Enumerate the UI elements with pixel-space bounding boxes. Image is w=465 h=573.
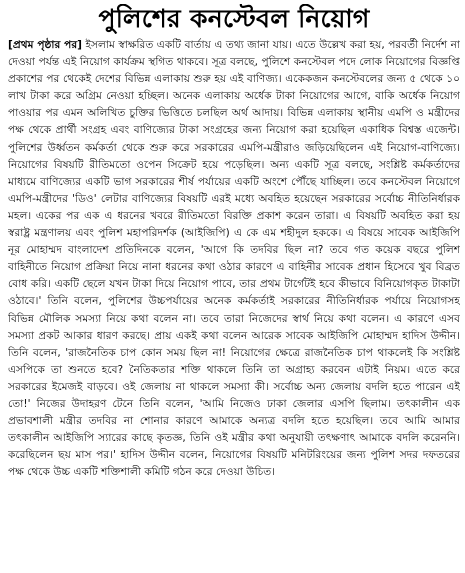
article-text: ইসলাম স্বাক্ষরিত একটি বার্তায় এ তথ্য জানা যায়। এতে উল্লেখ করা হয়, পরবর্তী নির্দেশ না দেওয়া পর্যন্ত এই নিয়োগ কার্যক্রম স্থগিত থাকবে। সূত্র বলছে, পুলিশে কনস্টেবল পদে লোক নিয়োগের বিজ্ঞপ্তি প্রকাশের পর থেকেই দেশের বিভিন্ন এলাকায় শুরু হয় এই বাণিজ্য। একেকজন কনস্টেবলের জন্য ৫ থেকে ১০ লাখ টাকা করে অগ্রিম নেওয়া হচ্ছিল। অনেক এলাকায় অর্ধেক টাকা নিয়োগের আগে, বাকি অর্ধেক নিয়োগ পাওয়ার পর এমন অলিখিত চুক্তির ভিত্তিতে চলছিল অর্থ আদায়। বিভিন্ন এলাকায় স্থানীয় এমপি ও মন্ত্রীদের পক্ষ থেকে প্রার্থী সংগ্রহ এবং বাণিজ্যের টাকা সংগ্রহের জন্য নিয়োগ করা হয়েছিল একাধিক বিশ্বস্ত এজেন্ট। পুলিশের উর্ধ্বতন কর্মকর্তা থেকে শুরু করে সরকারের এমপি-মন্ত্রীরাও জড়িয়েছিলেন এই নিয়োগ-বাণিজ্যে। নিয়োগের বিষয়টি রীতিমতো ওপেন সিক্রেট হয়ে পড়েছিল। অন্য একটি সূত্র বলছে, সংশ্লিষ্ট কর্মকর্তাদের মাধ্যমে বাণিজ্যের একটি ভাগ সরকারের শীর্ষ পর্যায়ের একটি অংশে পৌঁছে যাচ্ছিল। তবে কনস্টেবল নিয়োগে এমপি-মন্ত্রীদের 'ডিও' লেটার বাণিজ্যের বিষয়টি এরই মধ্যে অবহিত হয়েছেন সরকারের সর্বোচ্চ নীতিনির্ধারক মহল। একের পর এক এ ধরনের খবরে রীতিমতো বিরক্তি প্রকাশ করেন তারা। এ বিষয়টি অবহিত করা হয় স্বরাষ্ট্র মন্ত্রণালয় এবং পুলিশ মহাপরিদর্শক (আইজিপি) এ কে এম শহীদুল হককে। এ বিষয়ে সাবেক আইজিপি নূর মোহাম্মদ বাংলাদেশ প্রতিদিনকে বলেন, 'আগে কি তদবির ছিল না? তবে গত কয়েক বছরে পুলিশ বাহিনীতে নিয়োগ প্রক্রিয়া নিয়ে নানা ধরনের কথা ওঠার কারণে এ বাহিনীর সাবেক প্রধান হিসেবে খুব বিব্রত বোধ করি। একটি ছেলে যখন টাকা দিয়ে নিয়োগ পাবে, তার প্রথম টার্গেটই হবে কীভাবে বিনিয়োগকৃত টাকাটা ওঠাবে।' তিনি বলেন, পুলিশের উচ্চপর্যায়ের অনেক কর্মকর্তাই সরকারের নীতিনির্ধারক পর্যায়ে নিয়োগসহ বিভিন্ন মৌলিক সমস্যা নিয়ে কথা বলেন না। তবে তারা নিজেদের স্বার্থ নিয়ে কথা বলেন। এ কারণে এসব সমস্যা প্রকট আকার ধারণ করছে। প্রায় একই কথা বলেন আরেক সাবেক আইজিপি মোহাম্মদ হাদিস উদ্দীন। তিনি বলেন, 'রাজনৈতিক চাপ কোন সময় ছিল না! নিয়োগের ক্ষেত্রে রাজনৈতিক চাপ থাকলেই কি সংশ্লিষ্ট এসপিকে তা শুনতে হবে? নৈতিকতার শক্তি থাকলে তিনি তা অগ্রাহ্য করবেন এটাই নিয়ম। এতে করে সরকারের ইমেজই বাড়বে। ওই জেলায় না থাকলে সমস্যা কী। সর্বোচ্চ অন্য জেলায় বদলি হতে পারেন এই তো!' নিজের উদাহরণ টেনে তিনি বলেন, 'আমি নিজেও ঢাকা জেলার এসপি ছিলাম। তৎকালীন এক প্রভাবশালী মন্ত্রীর তদবির না শোনার কারণে আমাকে অন্যত্র বদলি হতে হয়েছিল। তবে আমি আমার তৎকালীন আইজিপি স্যারের কাছে কৃতজ্ঞ, তিনি ওই মন্ত্রীর কথা অনুযায়ী তৎক্ষণাৎ আমাকে বদলি করেননি। করেছিলেন ছয় মাস পর।' হাদিস উদ্দীন বলেন, নিয়োগের বিষয়টি মনিটরিংয়ের জন্য পুলিশ সদর দফতরের পক্ষ থেকে উচ্চ একটি শক্তিশালী কমিটি গঠন করে দেওয়া উচিত। [8, 39, 460, 479]
headline: পুলিশের কনস্টেবল নিয়োগ [98, 4, 370, 33]
continued-label: [প্রথম পৃষ্ঠার পর] [8, 39, 83, 51]
article-body [8, 37, 460, 573]
